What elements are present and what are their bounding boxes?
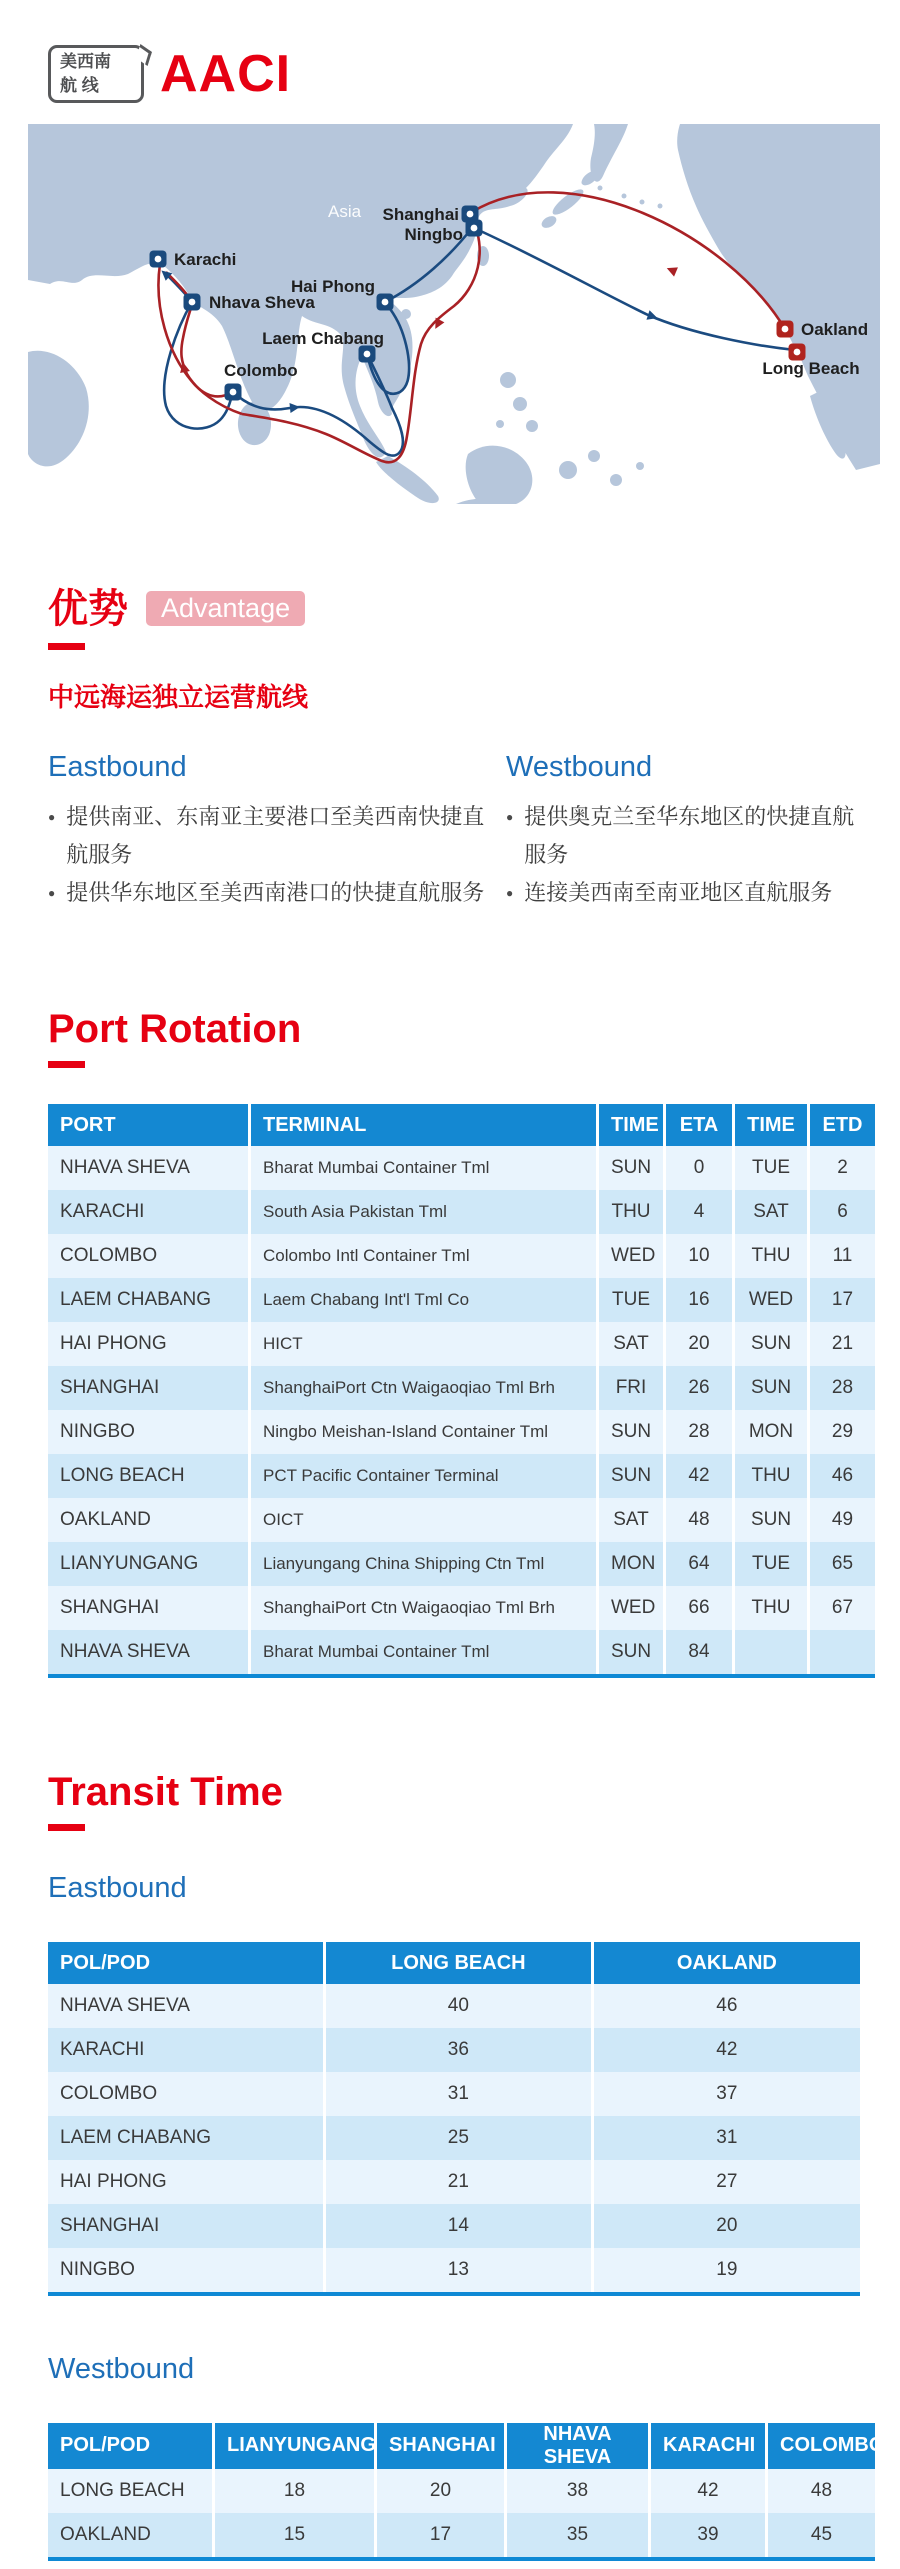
table-cell: 48 <box>665 1498 734 1542</box>
table-cell: SHANGHAI <box>48 1586 250 1630</box>
port-dot-icon <box>382 298 389 305</box>
advantage-title-en-badge: Advantage <box>146 591 305 626</box>
table-row <box>48 1190 875 1234</box>
table-cell: LAEM CHABANG <box>48 1278 250 1322</box>
table-cell: 64 <box>665 1542 734 1586</box>
port-label: Ningbo <box>404 224 463 244</box>
table-cell: COLOMBO <box>48 2072 325 2116</box>
port-rotation-title: Port Rotation <box>48 1007 302 1052</box>
route-map-svg <box>28 124 880 504</box>
advantage-section <box>48 585 900 913</box>
bullet-text: 提供南亚、东南亚主要港口至美西南快捷直航服务 <box>66 804 485 868</box>
table-header-row <box>48 2423 875 2469</box>
table-cell: Bharat Mumbai Container Tml <box>250 1146 598 1190</box>
table-cell: 45 <box>810 2523 833 2545</box>
table-cell: 20 <box>716 2215 738 2237</box>
red-dash-divider <box>48 1824 85 1831</box>
port-label: Shanghai <box>382 204 459 224</box>
bullet-text: 提供华东地区至美西南港口的快捷直航服务 <box>66 880 485 906</box>
column-header: ETD <box>809 1104 876 1146</box>
port-label: Nhava Sheva <box>209 292 315 312</box>
table-cell: HICT <box>250 1322 598 1366</box>
table-cell: SAT <box>734 1190 809 1234</box>
table-cell: MON <box>734 1410 809 1454</box>
bullet-icon: ● <box>48 810 56 825</box>
transit-westbound-table <box>48 2422 885 2561</box>
table-cell: SAT <box>598 1322 665 1366</box>
table-cell: 66 <box>665 1586 734 1630</box>
column-header: LONG BEACH <box>325 1942 593 1984</box>
table-cell: COLOMBO <box>48 1234 250 1278</box>
table-row <box>48 2160 860 2204</box>
table-cell: 48 <box>810 2479 833 2501</box>
map-landmass <box>28 124 880 504</box>
table-cell: MON <box>598 1542 665 1586</box>
table-cell: SHANGHAI <box>48 1366 250 1410</box>
table-cell: NHAVA SHEVA <box>48 1146 250 1190</box>
table-cell: 42 <box>665 1454 734 1498</box>
eastbound-points <box>48 798 506 912</box>
port-dot-icon <box>230 388 237 395</box>
table-cell: 38 <box>506 2469 650 2513</box>
transit-eastbound-heading: Eastbound <box>48 1872 187 1905</box>
table-cell: SUN <box>734 1498 809 1542</box>
route-tag-badge <box>48 45 144 103</box>
route-tag-line1: 美西南 <box>60 52 111 71</box>
port-label: Long Beach <box>762 358 860 378</box>
route-map <box>28 124 880 504</box>
column-header: ETA <box>665 1104 734 1146</box>
table-row <box>48 2469 875 2513</box>
table-cell: 40 <box>325 1984 593 2028</box>
table-cell: 16 <box>665 1278 734 1322</box>
table-cell: SHANGHAI <box>48 2204 325 2248</box>
table-cell: 35 <box>506 2513 650 2559</box>
transit-time-section <box>48 1770 900 2561</box>
table-cell: LAEM CHABANG <box>48 2116 325 2160</box>
table-cell: 13 <box>325 2248 593 2294</box>
table-cell: 4 <box>665 1190 734 1234</box>
route-tag-line2: 航 线 <box>60 75 99 95</box>
table-cell: 19 <box>716 2259 738 2281</box>
table-cell: Colombo Intl Container Tml <box>250 1234 598 1278</box>
table-cell: FRI <box>598 1366 665 1410</box>
table-cell: 29 <box>831 1421 854 1443</box>
table-cell: 14 <box>325 2204 593 2248</box>
table-cell: THU <box>734 1234 809 1278</box>
bullet-point <box>506 874 860 912</box>
table-cell: HAI PHONG <box>48 2160 325 2204</box>
column-header: POL/POD <box>48 1942 325 1984</box>
table-cell: 28 <box>831 1377 854 1399</box>
column-header: POL/POD <box>48 2423 214 2469</box>
transit-eastbound-table <box>48 1942 860 2296</box>
table-cell: 36 <box>325 2028 593 2072</box>
bullet-text: 提供奥克兰至华东地区的快捷直航服务 <box>524 804 855 868</box>
transit-time-title: Transit Time <box>48 1770 283 1815</box>
table-cell: Ningbo Meishan-Island Container Tml <box>250 1410 598 1454</box>
transit-westbound-heading: Westbound <box>48 2353 195 2386</box>
advantage-eastbound-column <box>48 750 506 913</box>
table-cell: WED <box>598 1586 665 1630</box>
table-cell: WED <box>598 1234 665 1278</box>
column-header: COLOMBO <box>767 2423 876 2469</box>
table-cell: Laem Chabang Int'l Tml Co <box>250 1278 598 1322</box>
table-row <box>48 2248 860 2294</box>
table-row <box>48 1278 875 1322</box>
table-cell: 21 <box>325 2160 593 2204</box>
column-header: TIME <box>734 1104 809 1146</box>
table-cell: OAKLAND <box>48 1498 250 1542</box>
table-row <box>48 1454 875 1498</box>
port-dot-icon <box>364 350 371 357</box>
advantage-westbound-column <box>506 750 860 913</box>
bullet-icon: ● <box>48 886 56 901</box>
table-row <box>48 1322 875 1366</box>
table-cell <box>734 1630 809 1676</box>
column-header: TIME <box>598 1104 665 1146</box>
table-row <box>48 2513 875 2559</box>
table-cell: NINGBO <box>48 1410 250 1454</box>
column-header: NHAVA SHEVA <box>506 2423 650 2469</box>
sea-label-asia: Asia <box>328 201 362 221</box>
table-cell: TUE <box>734 1146 809 1190</box>
table-cell: THU <box>734 1586 809 1630</box>
advantage-subtitle: 中远海运独立运营航线 <box>48 681 309 712</box>
table-row <box>48 1410 875 1454</box>
table-cell: 18 <box>214 2469 376 2513</box>
table-cell: OICT <box>250 1498 598 1542</box>
table-row <box>48 1366 875 1410</box>
table-cell: 42 <box>650 2469 767 2513</box>
red-dash-divider <box>48 643 85 650</box>
table-cell: 65 <box>831 1553 854 1575</box>
advantage-title-cn: 优势 <box>48 586 128 631</box>
table-cell: 42 <box>716 2039 738 2061</box>
table-header-row <box>48 1104 875 1146</box>
table-cell: 49 <box>831 1509 854 1531</box>
bullet-icon: ● <box>506 810 514 825</box>
bullet-point <box>48 874 506 912</box>
table-cell: 11 <box>832 1245 853 1267</box>
table-row <box>48 1542 875 1586</box>
table-cell: Lianyungang China Shipping Ctn Tml <box>250 1542 598 1586</box>
table-cell: NHAVA SHEVA <box>48 1630 250 1676</box>
table-cell: 26 <box>665 1366 734 1410</box>
port-label: Hai Phong <box>290 276 375 296</box>
table-row <box>48 2072 860 2116</box>
table-row <box>48 2028 860 2072</box>
table-cell: SUN <box>598 1410 665 1454</box>
port-label: Laem Chabang <box>262 328 384 348</box>
bullet-point <box>506 798 860 874</box>
table-cell: SUN <box>598 1630 665 1676</box>
table-cell: SUN <box>734 1322 809 1366</box>
port-rotation-table <box>48 1104 875 1678</box>
table-cell: 10 <box>665 1234 734 1278</box>
table-cell: OAKLAND <box>48 2513 214 2559</box>
port-marker-karachi <box>150 250 237 269</box>
port-label: Colombo <box>224 360 298 380</box>
table-cell: 37 <box>716 2083 738 2105</box>
table-cell: 20 <box>665 1322 734 1366</box>
table-cell: SUN <box>598 1146 665 1190</box>
port-dot-icon <box>467 210 474 217</box>
table-cell: 39 <box>650 2513 767 2559</box>
port-marker-shanghai <box>382 205 478 224</box>
table-row <box>48 2116 860 2160</box>
table-cell: NINGBO <box>48 2248 325 2294</box>
table-cell: 27 <box>716 2171 738 2193</box>
port-marker-oakland <box>777 320 869 339</box>
table-cell: HAI PHONG <box>48 1322 250 1366</box>
table-cell: SAT <box>598 1498 665 1542</box>
eastbound-heading: Eastbound <box>48 750 187 783</box>
table-cell: 46 <box>831 1465 854 1487</box>
column-header: OAKLAND <box>592 1942 860 1984</box>
table-cell: SUN <box>598 1454 665 1498</box>
port-dot-icon <box>794 348 801 355</box>
column-header: KARACHI <box>650 2423 767 2469</box>
port-label: Oakland <box>801 319 869 339</box>
route-code-title: AACI <box>160 44 292 103</box>
table-cell: LIANYUNGANG <box>48 1542 250 1586</box>
table-header-row <box>48 1942 860 1984</box>
table-cell: WED <box>734 1278 809 1322</box>
table-row <box>48 1984 860 2028</box>
speech-bubble-tail-icon <box>136 44 152 66</box>
port-rotation-section <box>48 1007 900 1678</box>
table-cell: KARACHI <box>48 2028 325 2072</box>
table-cell: 21 <box>831 1333 854 1355</box>
table-cell: 84 <box>665 1630 734 1676</box>
table-cell: 28 <box>665 1410 734 1454</box>
table-cell: TUE <box>734 1542 809 1586</box>
table-row <box>48 1234 875 1278</box>
table-cell: 25 <box>325 2116 593 2160</box>
port-dot-icon <box>189 298 196 305</box>
column-header: SHANGHAI <box>376 2423 506 2469</box>
westbound-points <box>506 798 860 912</box>
table-cell: 31 <box>716 2127 738 2149</box>
table-cell: 15 <box>214 2513 376 2559</box>
port-label: Karachi <box>174 249 237 269</box>
table-cell: PCT Pacific Container Terminal <box>250 1454 598 1498</box>
table-cell: 6 <box>837 1201 848 1223</box>
port-dot-icon <box>782 325 789 332</box>
table-cell: Bharat Mumbai Container Tml <box>250 1630 598 1676</box>
bullet-point <box>48 798 506 874</box>
table-cell: 2 <box>837 1157 848 1179</box>
table-row <box>48 1146 875 1190</box>
table-cell: TUE <box>598 1278 665 1322</box>
red-dash-divider <box>48 1061 85 1068</box>
table-cell: NHAVA SHEVA <box>48 1984 325 2028</box>
table-cell: 31 <box>325 2072 593 2116</box>
table-row <box>48 1586 875 1630</box>
table-cell: ShanghaiPort Ctn Waigaoqiao Tml Brh <box>250 1586 598 1630</box>
table-cell: 17 <box>831 1289 854 1311</box>
table-cell: 20 <box>376 2469 506 2513</box>
table-cell: 17 <box>376 2513 506 2559</box>
table-row <box>48 1630 875 1676</box>
table-cell: KARACHI <box>48 1190 250 1234</box>
bullet-text: 连接美西南至南亚地区直航服务 <box>524 880 833 906</box>
column-header: LIANYUNGANG <box>214 2423 376 2469</box>
column-header: PORT <box>48 1104 250 1146</box>
port-dot-icon <box>471 224 478 231</box>
table-cell: South Asia Pakistan Tml <box>250 1190 598 1234</box>
table-cell: 46 <box>716 1995 738 2017</box>
table-cell: 0 <box>665 1146 734 1190</box>
port-dot-icon <box>155 255 162 262</box>
table-cell: THU <box>734 1454 809 1498</box>
table-cell: 67 <box>831 1597 854 1619</box>
table-cell: SUN <box>734 1366 809 1410</box>
table-cell: ShanghaiPort Ctn Waigaoqiao Tml Brh <box>250 1366 598 1410</box>
column-header: TERMINAL <box>250 1104 598 1146</box>
header <box>0 0 900 103</box>
table-cell: LONG BEACH <box>48 1454 250 1498</box>
table-cell <box>809 1630 876 1676</box>
westbound-heading: Westbound <box>506 750 653 783</box>
table-row <box>48 2204 860 2248</box>
bullet-icon: ● <box>506 886 514 901</box>
table-cell: LONG BEACH <box>48 2469 214 2513</box>
table-row <box>48 1498 875 1542</box>
table-cell: THU <box>598 1190 665 1234</box>
